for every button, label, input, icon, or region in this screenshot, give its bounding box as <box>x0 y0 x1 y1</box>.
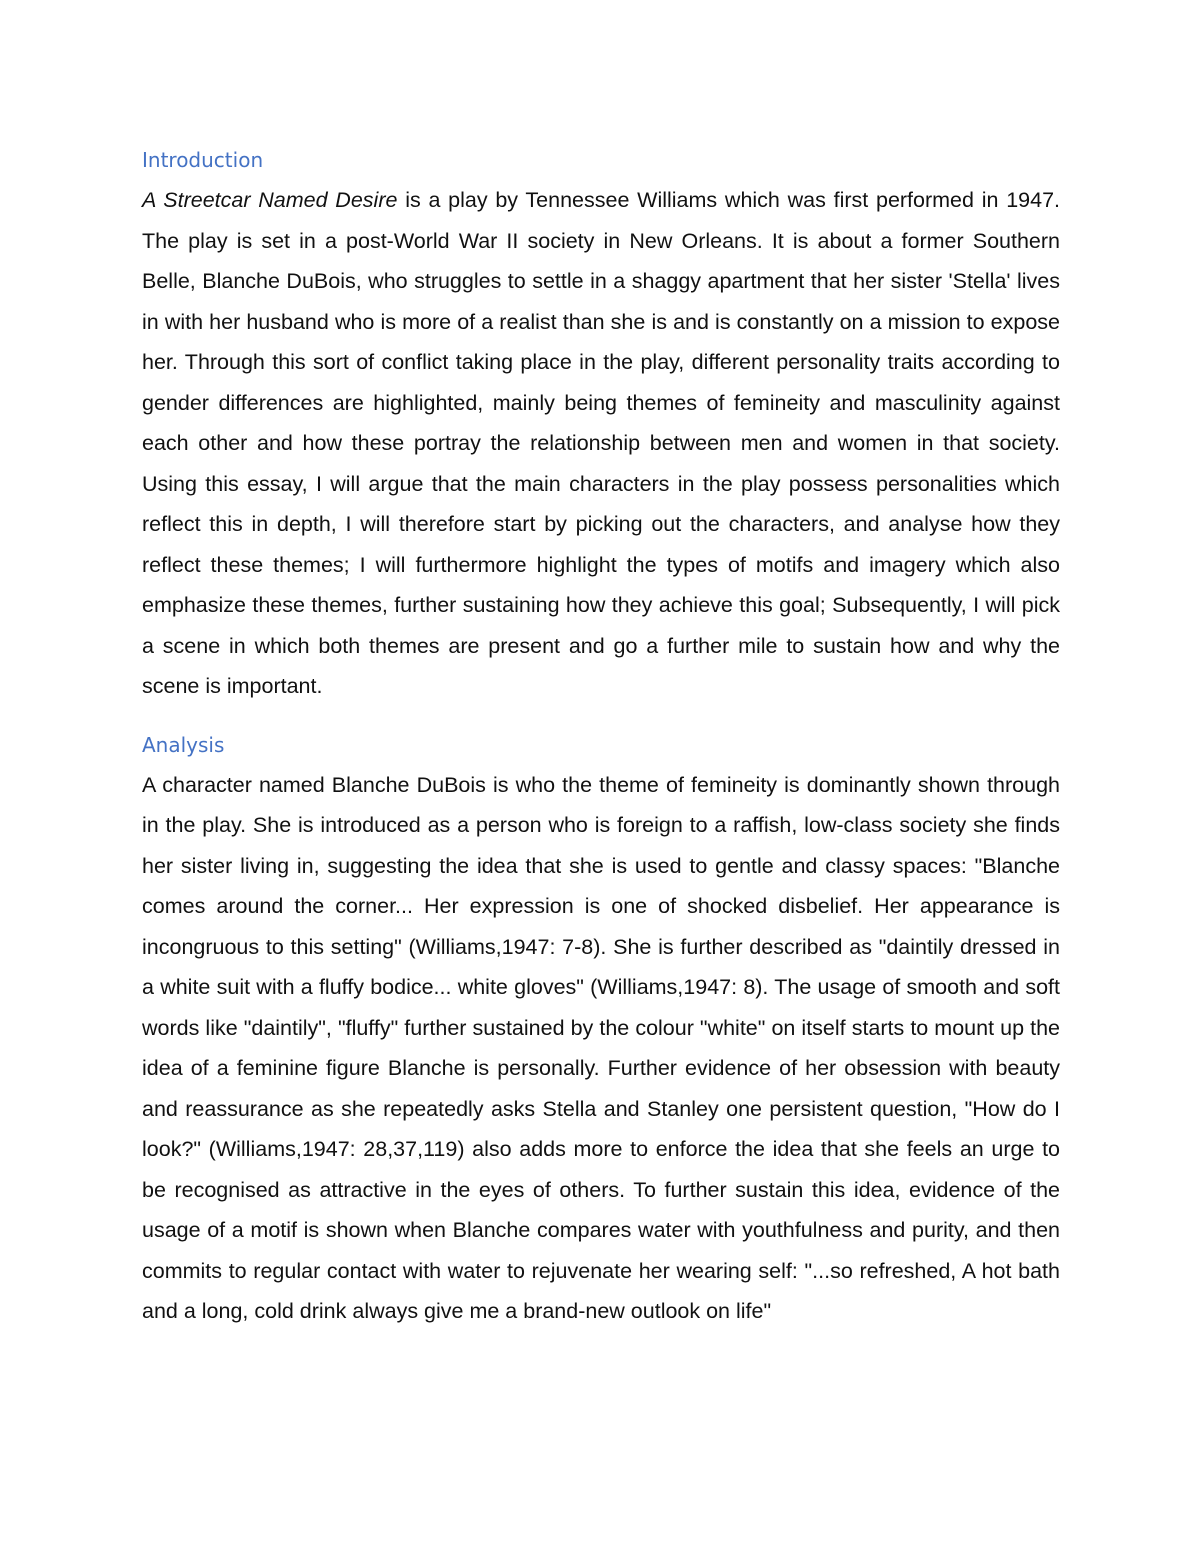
analysis-paragraph: A character named Blanche DuBois is who the theme of femineity is dominantly shown through in the play. She is introduced as a person who is foreign to a raffish, low-class society she finds her sister living in, suggesting the idea that she is used to gentle and classy spaces: "Blanche comes around the corner... Her expression is one of shocked disbelief. Her appearance is incongruous to this setting" (Williams,1947: 7-8). She is further described as "daintily dressed in a white suit with a fluffy bodice... white gloves" (Williams,1947: 8). The usage of smooth and soft words like "daintily", "fluffy" further sustained by the colour "white" on itself starts to mount up the idea of a feminine figure Blanche is personally. Further evidence of her obsession with beauty and reassurance as she repeatedly asks Stella and Stanley one persistent question, "How do I look?" (Williams,1947: 28,37,119) also adds more to enforce the idea that she feels an urge to be recognised as attractive in the eyes of others. To further sustain this idea, evidence of the usage of a motif is shown when Blanche compares water with youthfulness and purity, and then commits to regular contact with water to rejuvenate her wearing self: "...so refreshed, A hot bath and a long, cold drink always give me a brand-new outlook on life" <box>142 772 1060 1323</box>
introduction-paragraph <box>142 180 1060 707</box>
play-title: A Streetcar Named Desire <box>142 188 398 212</box>
introduction-heading: Introduction <box>142 148 264 172</box>
section-spacer <box>142 707 1060 725</box>
document-body <box>142 140 1060 1332</box>
analysis-heading: Analysis <box>142 732 225 757</box>
introduction-text: is a play by Tennessee Williams which was first performed in 1947. The play is set in a post-World War II society in New Orleans. It is about a former Southern Belle, Blanche DuBois, who struggles to settle in a shaggy apartment that her sister 'Stella' lives in with her husband who is more of a realist than she is and is constantly on a mission to expose her. Through this sort of conflict taking place in the play, different personality traits according to gender differences are highlighted, mainly being themes of femineity and masculinity against each other and how these portray the relationship between men and women in that society. Using this essay, I will argue that the main characters in the play possess personalities which reflect this in depth, I will therefore start by picking out the characters, and analyse how they reflect these themes; I will furthermore highlight the types of motifs and imagery which also emphasize these themes, further sustaining how they achieve this goal; Subsequently, I will pick a scene in which both themes are present and go a further mile to sustain how and why the scene is important. <box>142 188 1060 698</box>
